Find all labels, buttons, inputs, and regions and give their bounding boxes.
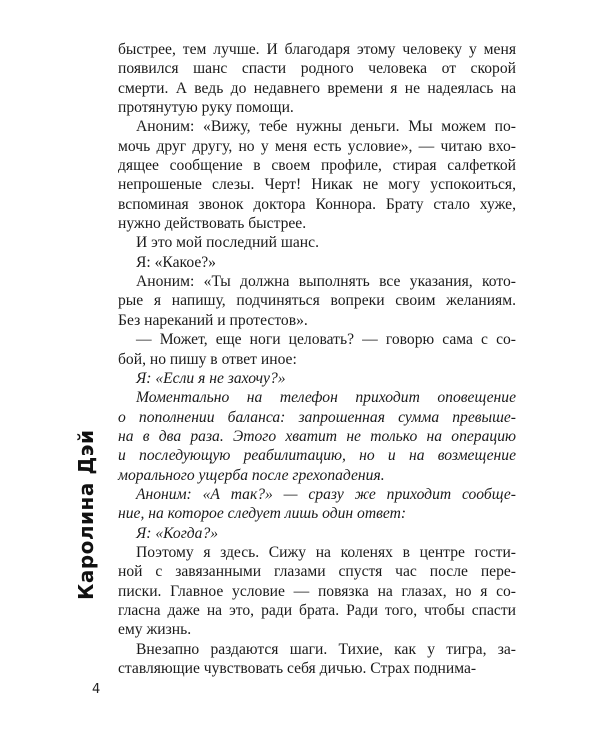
paragraph <box>118 524 516 543</box>
text-line: на в два раза. Этого хватит не только на операцию <box>118 427 516 445</box>
text-line: дящее сообщение в своем профиле, стирая салфеткой <box>118 157 516 175</box>
paragraph <box>118 330 516 369</box>
text-line: рые я напишу, подчиняться вопреки своим желаниям. <box>118 292 516 310</box>
paragraph <box>118 640 516 679</box>
paragraph <box>118 253 516 272</box>
text-line: Аноним: «А так?» — сразу же приходит сообще- <box>136 485 516 503</box>
body-text <box>118 40 516 678</box>
text-line: Я: «Какое?» <box>136 253 216 271</box>
text-line: И это мой последний шанс. <box>136 234 319 252</box>
text-line: Я: «Когда?» <box>136 524 219 542</box>
text-line: быстрее, тем лучше. И благодаря этому человеку у меня <box>118 41 516 58</box>
text-line: Без нареканий и протестов». <box>118 311 308 329</box>
text-line: гласна даже на это, ради брата. Ради того, чтобы спасти <box>118 601 516 619</box>
author-signature: Каролина Дэй <box>74 429 98 600</box>
text-line: Я: «Если я не захочу?» <box>136 369 286 387</box>
text-line: Аноним: «Вижу, тебе нужны деньги. Мы можем по- <box>136 118 516 136</box>
text-line: Моментально на телефон приходит оповещение <box>136 389 516 407</box>
text-line: нужно действовать быстрее. <box>118 215 307 233</box>
paragraph <box>118 369 516 388</box>
text-line: мочь друг другу, но у меня есть условие», — читаю вхо- <box>118 137 516 155</box>
text-line: смерти. А ведь до недавнего времени я не надеялась на <box>118 79 516 97</box>
text-line: ной с завязанными глазами спустя час после пере- <box>118 563 516 581</box>
text-line: морального ущерба после грехопадения. <box>118 466 385 484</box>
text-line: о пополнении баланса: запрошенная сумма превыше- <box>118 408 516 426</box>
text-line: — Может, еще ноги целовать? — говорю сама с со- <box>136 331 516 349</box>
page-number: 4 <box>92 682 101 697</box>
text-line: бой, но пишу в ответ иное: <box>118 350 297 368</box>
paragraph <box>118 40 516 117</box>
text-line: вспоминая звонок доктора Коннора. Брату стало хуже, <box>118 195 516 213</box>
text-line: Аноним: «Ты должна выполнять все указания, кото- <box>136 273 516 291</box>
paragraph <box>118 117 516 233</box>
text-line: Поэтому я здесь. Сижу на коленях в центре гости- <box>136 543 516 561</box>
paragraph <box>118 485 516 524</box>
text-line: Внезапно раздаются шаги. Тихие, как у тигра, за- <box>136 640 516 658</box>
paragraph <box>118 388 516 485</box>
text-line: писки. Главное условие — повязка на глазах, но я со- <box>118 582 516 600</box>
text-line: протянутую руку помощи. <box>118 99 294 117</box>
text-line: появился шанс спасти родного человека от скорой <box>118 60 516 78</box>
text-line: непрошеные слезы. Черт! Никак не могу успокоиться, <box>118 176 516 194</box>
text-line: и последующую реабилитацию, но и на возмещение <box>118 447 516 465</box>
paragraph <box>118 272 516 330</box>
paragraph <box>118 233 516 252</box>
paragraph <box>118 543 516 640</box>
text-line: ему жизнь. <box>118 621 192 639</box>
text-line: ставляющие чувствовать себя дичью. Страх поднима- <box>118 660 477 677</box>
text-line: ние, на которое следует лишь один ответ: <box>118 505 407 523</box>
